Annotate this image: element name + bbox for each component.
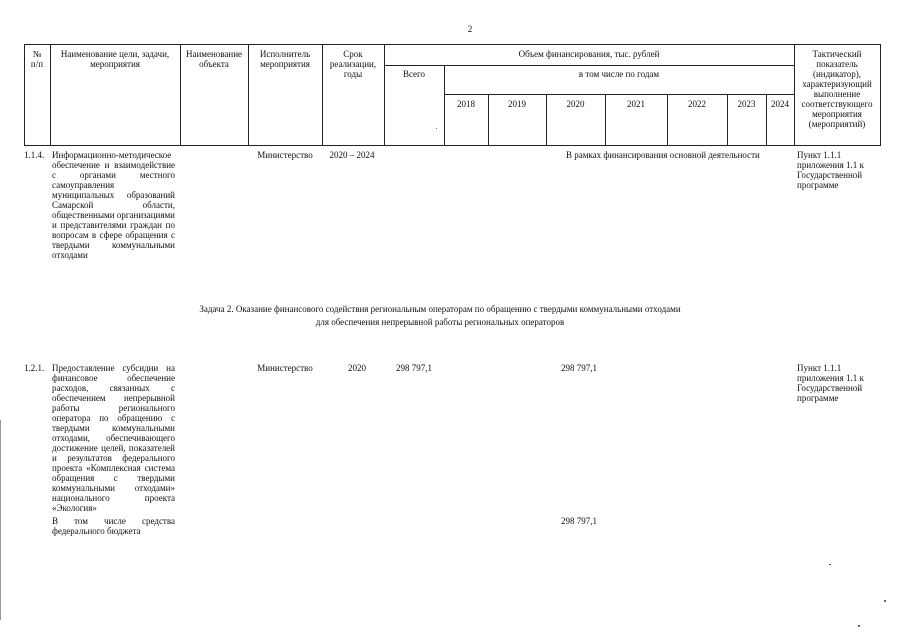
federal-budget-2020-value: 298 797,1 — [561, 516, 597, 526]
header-num: № п/п — [30, 49, 44, 69]
row-indicator: Пункт 1.1.1 приложения 1.1 к Государственной программе — [797, 150, 864, 190]
task-heading-line-2: для обеспечения непрерывной работы региональных операторов — [315, 317, 565, 327]
row-executor: Министерство — [257, 150, 313, 160]
scan-speck — [829, 564, 831, 565]
header-year-2024: 2024 — [771, 99, 789, 109]
row-number: 1.2.1. — [24, 363, 45, 373]
row-financing-note: В рамках финансирования основной деятельности — [566, 150, 760, 160]
header-name: Наименование цели, задачи, мероприятия — [60, 49, 170, 69]
header-indicator: Тактический показатель (индикатор), характеризующий выполнение соответствующего мероприятия (мероприятий) — [801, 49, 873, 129]
row-total: 298 797,1 — [396, 363, 432, 373]
row-executor: Министерство — [257, 363, 313, 373]
task-heading-line-1: Задача 2. Оказание финансового содействия региональным операторам по обращению с твердыми коммунальными отходами — [199, 304, 681, 314]
row-term: 2020 — [348, 363, 366, 373]
row-name: Предоставление субсидии на финансовое обеспечение расходов, связанных с обеспечением непрерывной работы регионального оператора по обращению с твердыми коммунальными отходами, обеспечивающего достижение целей, показателей и результатов федерального проекта «Комплексная система обращения с твердыми коммунальными отходами» национального проекта «Экология» — [52, 363, 175, 513]
header-financing: Объем финансирования, тыс. рублей — [518, 49, 660, 59]
header-year-2021: 2021 — [627, 99, 645, 109]
scan-edge — [0, 420, 1, 620]
header-executor: Исполнитель мероприятия — [259, 49, 311, 69]
header-total: Всего — [402, 69, 426, 79]
header-year-2023: 2023 — [737, 99, 756, 109]
federal-budget-label: В том числе средства федерального бюджета — [52, 516, 175, 536]
header-year-2022: 2022 — [688, 99, 706, 109]
header-year-2019: 2019 — [508, 99, 526, 109]
header-term: Срок реализации, годы — [329, 49, 377, 79]
header-year-2020: 2020 — [566, 99, 585, 109]
row-2020-value: 298 797,1 — [561, 363, 597, 373]
row-term: 2020 – 2024 — [329, 150, 375, 160]
scan-speck — [858, 625, 860, 627]
header-year-2018: 2018 — [457, 99, 475, 109]
row-indicator: Пункт 1.1.1 приложения 1.1 к Государственной программе — [797, 363, 864, 403]
header-by-years: в том числе по годам — [578, 69, 660, 79]
page-number: 2 — [467, 24, 473, 34]
row-number: 1.1.4. — [24, 150, 45, 160]
scan-speck — [436, 128, 437, 129]
row-name: Информационно-методическое обеспечение и взаимодействие с органами местного самоуправления муниципальных образований Самарской области, общественными организациями и представителями граждан по вопросам в сфере обращения с твердыми коммунальными отходами — [52, 150, 175, 260]
header-object: Наименование объекта — [185, 49, 243, 69]
scan-speck — [884, 600, 886, 602]
